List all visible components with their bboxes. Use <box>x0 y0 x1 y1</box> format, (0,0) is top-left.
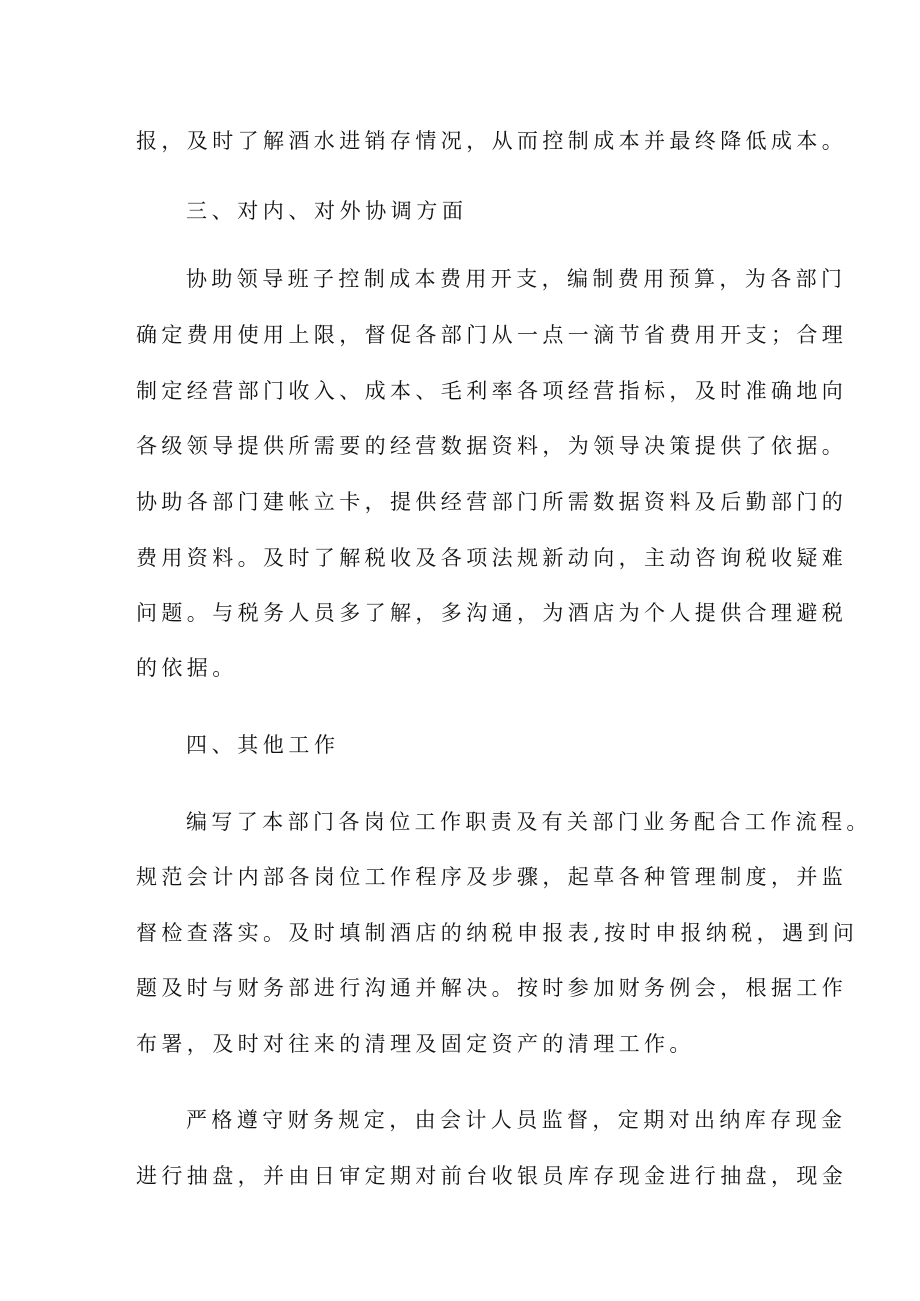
paragraph-line: 确定费用使用上限，督促各部门从一点一滴节省费用开支；合理 <box>136 323 848 347</box>
paragraph-line: 制定经营部门收入、成本、毛利率各项经营指标，及时准确地向 <box>136 379 848 403</box>
paragraph-line: 严格遵守财务规定，由会计人员监督，定期对出纳库存现金 <box>186 1108 847 1132</box>
paragraph-line: 督检查落实。及时填制酒店的纳税申报表,按时申报纳税，遇到问 <box>136 921 859 945</box>
paragraph-line: 问题。与税务人员多了解，多沟通，为酒店为个人提供合理避税 <box>136 601 848 625</box>
paragraph-line: 协助各部门建帐立卡，提供经营部门所需数据资料及后勤部门的 <box>136 490 848 514</box>
paragraph-line: 题及时与财务部进行沟通并解决。按时参加财务例会，根据工作 <box>136 976 848 1000</box>
paragraph-line: 规范会计内部各岗位工作程序及步骤，起草各种管理制度，并监 <box>136 865 848 889</box>
section-heading-4: 四、其他工作 <box>186 733 340 757</box>
paragraph-line: 布署，及时对往来的清理及固定资产的清理工作。 <box>136 1032 695 1056</box>
paragraph-line: 进行抽盘，并由日审定期对前台收银员库存现金进行抽盘，现金 <box>136 1164 848 1188</box>
section-heading-3: 三、对内、对外协调方面 <box>186 199 468 223</box>
paragraph-line: 报，及时了解酒水进销存情况，从而控制成本并最终降低成本。 <box>136 129 848 153</box>
paragraph-line: 的依据。 <box>136 656 238 680</box>
paragraph-line: 各级领导提供所需要的经营数据资料，为领导决策提供了依据。 <box>136 434 848 458</box>
paragraph-line: 费用资料。及时了解税收及各项法规新动向，主动咨询税收疑难 <box>136 546 848 570</box>
paragraph-line: 协助领导班子控制成本费用开支，编制费用预算，为各部门 <box>186 267 847 291</box>
paragraph-line: 编写了本部门各岗位工作职责及有关部门业务配合工作流程。 <box>186 810 872 834</box>
